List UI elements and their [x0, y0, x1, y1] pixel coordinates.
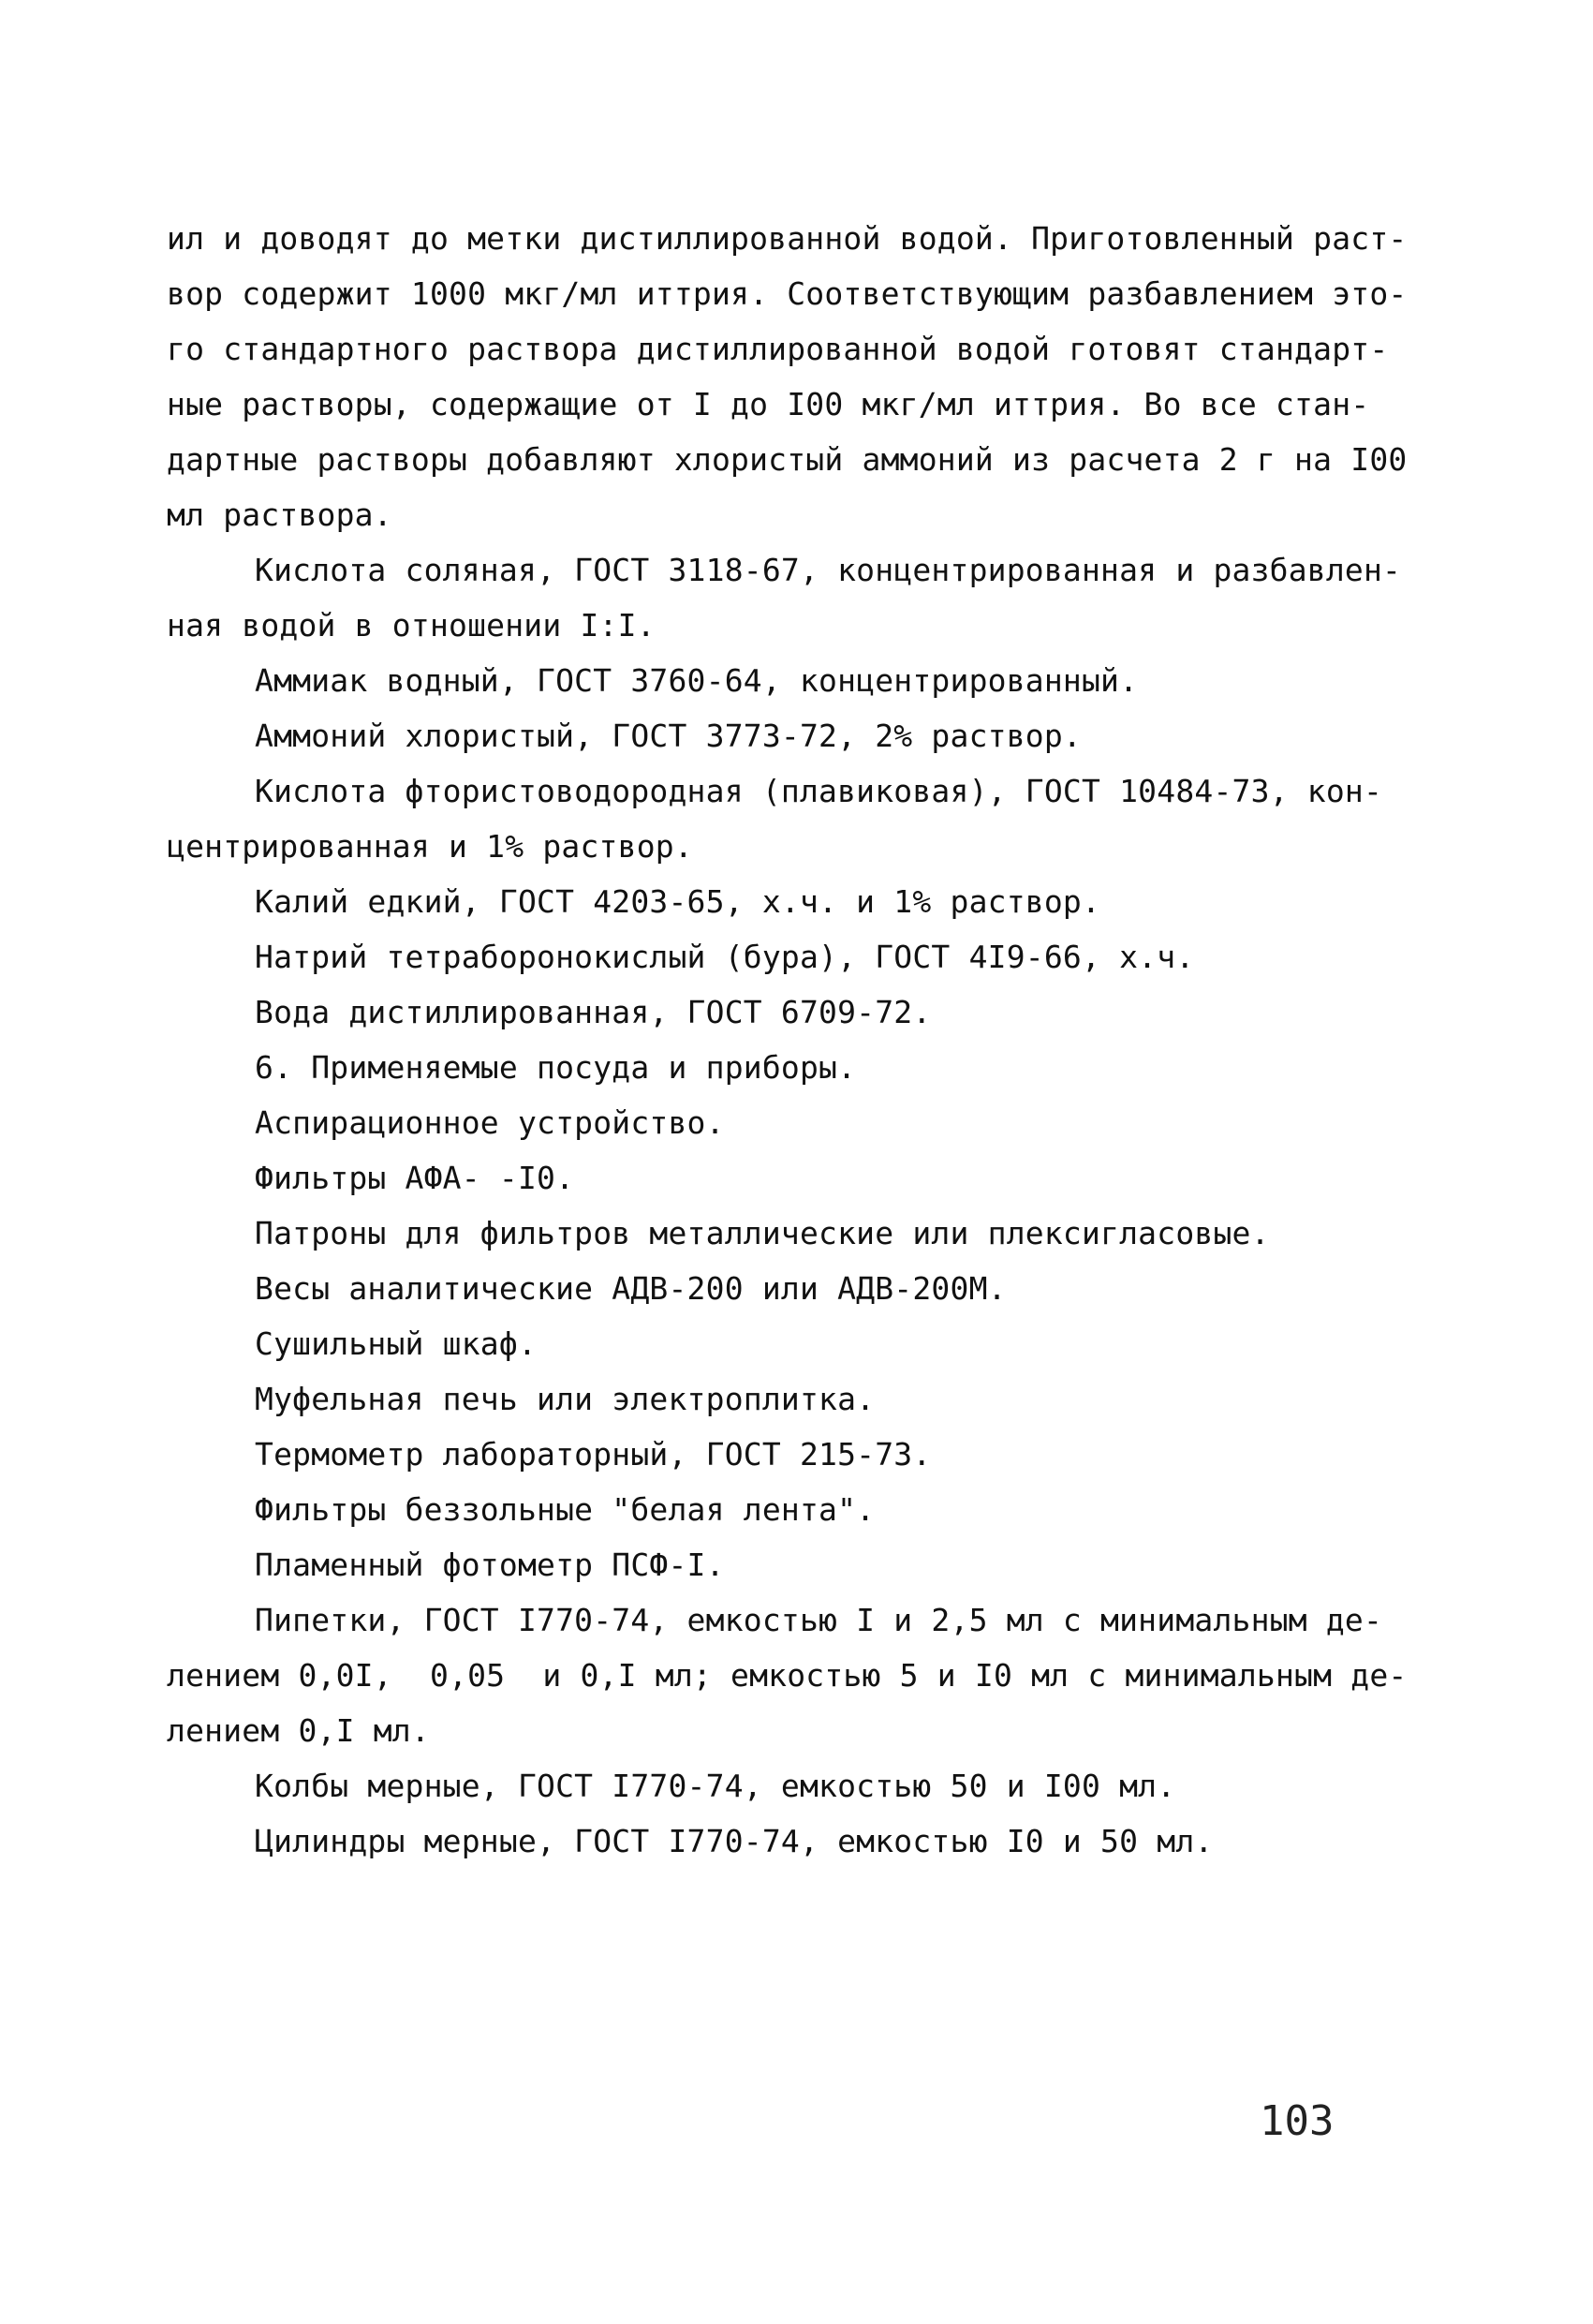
text-line: ил и доводят до метки дистиллированной водой. Приготовленный раст-	[167, 220, 1408, 257]
pipettes-line: Пипетки, ГОСТ I770-74, емкостью I и 2,5 мл с минимальным де-	[255, 1602, 1383, 1638]
reagent-line: Кислота соляная, ГОСТ 3118-67, концентрированная и разбавлен-	[255, 552, 1402, 588]
equipment-item: Аспирационное устройство.	[255, 1104, 725, 1141]
reagent-line-cont: центрированная и 1% раствор.	[167, 828, 693, 865]
text-line: ные растворы, содержащие от I до I00 мкг/мл иттрия. Во все стан-	[167, 386, 1370, 422]
reagent-line: Вода дистиллированная, ГОСТ 6709-72.	[255, 994, 932, 1030]
section-heading: 6. Применяемые посуда и приборы.	[255, 1049, 857, 1086]
equipment-item: Фильтры АФА- -I0.	[255, 1160, 575, 1196]
reagent-line: Аммоний хлористый, ГОСТ 3773-72, 2% раствор.	[255, 718, 1082, 754]
reagent-line: Калий едкий, ГОСТ 4203-65, х.ч. и 1% раствор.	[255, 883, 1101, 920]
reagent-line: Кислота фтористоводородная (плавиковая), ГОСТ 10484-73, кон-	[255, 773, 1383, 809]
text-line: вор содержит 1000 мкг/мл иттрия. Соответствующим разбавлением это-	[167, 275, 1408, 312]
equipment-item: Патроны для фильтров металлические или плексигласовые.	[255, 1215, 1270, 1251]
equipment-item: Весы аналитические АДВ-200 или АДВ-200М.	[255, 1270, 1007, 1307]
equipment-item: Термометр лабораторный, ГОСТ 215-73.	[255, 1436, 932, 1473]
pipettes-line-cont: лением 0,I мл.	[167, 1712, 430, 1749]
equipment-item: Пламенный фотометр ПСФ-I.	[255, 1547, 725, 1583]
reagent-line: Аммиак водный, ГОСТ 3760-64, концентрированный.	[255, 662, 1139, 699]
text-line: мл раствора.	[167, 496, 392, 533]
equipment-item: Цилиндры мерные, ГОСТ I770-74, емкостью I0 и 50 мл.	[255, 1823, 1214, 1859]
reagent-line: Натрий тетраборонокислый (бура), ГОСТ 4I9-66, х.ч.	[255, 939, 1195, 975]
text-line: дартные растворы добавляют хлористый аммоний из расчета 2 г на I00	[167, 441, 1408, 478]
equipment-item: Сушильный шкаф.	[255, 1325, 538, 1362]
equipment-item: Фильтры беззольные "белая лента".	[255, 1491, 876, 1528]
text-line: го стандартного раствора дистиллированной водой готовят стандарт-	[167, 331, 1389, 367]
equipment-item: Муфельная печь или электроплитка.	[255, 1381, 876, 1417]
page-number: 103	[1260, 2097, 1335, 2145]
pipettes-line-cont: лением 0,0I, 0,05 и 0,I мл; емкостью 5 и I0 мл с минимальным де-	[167, 1657, 1408, 1694]
equipment-item: Колбы мерные, ГОСТ I770-74, емкостью 50 и I00 мл.	[255, 1768, 1176, 1804]
reagent-line-cont: ная водой в отношении I:I.	[167, 607, 656, 644]
